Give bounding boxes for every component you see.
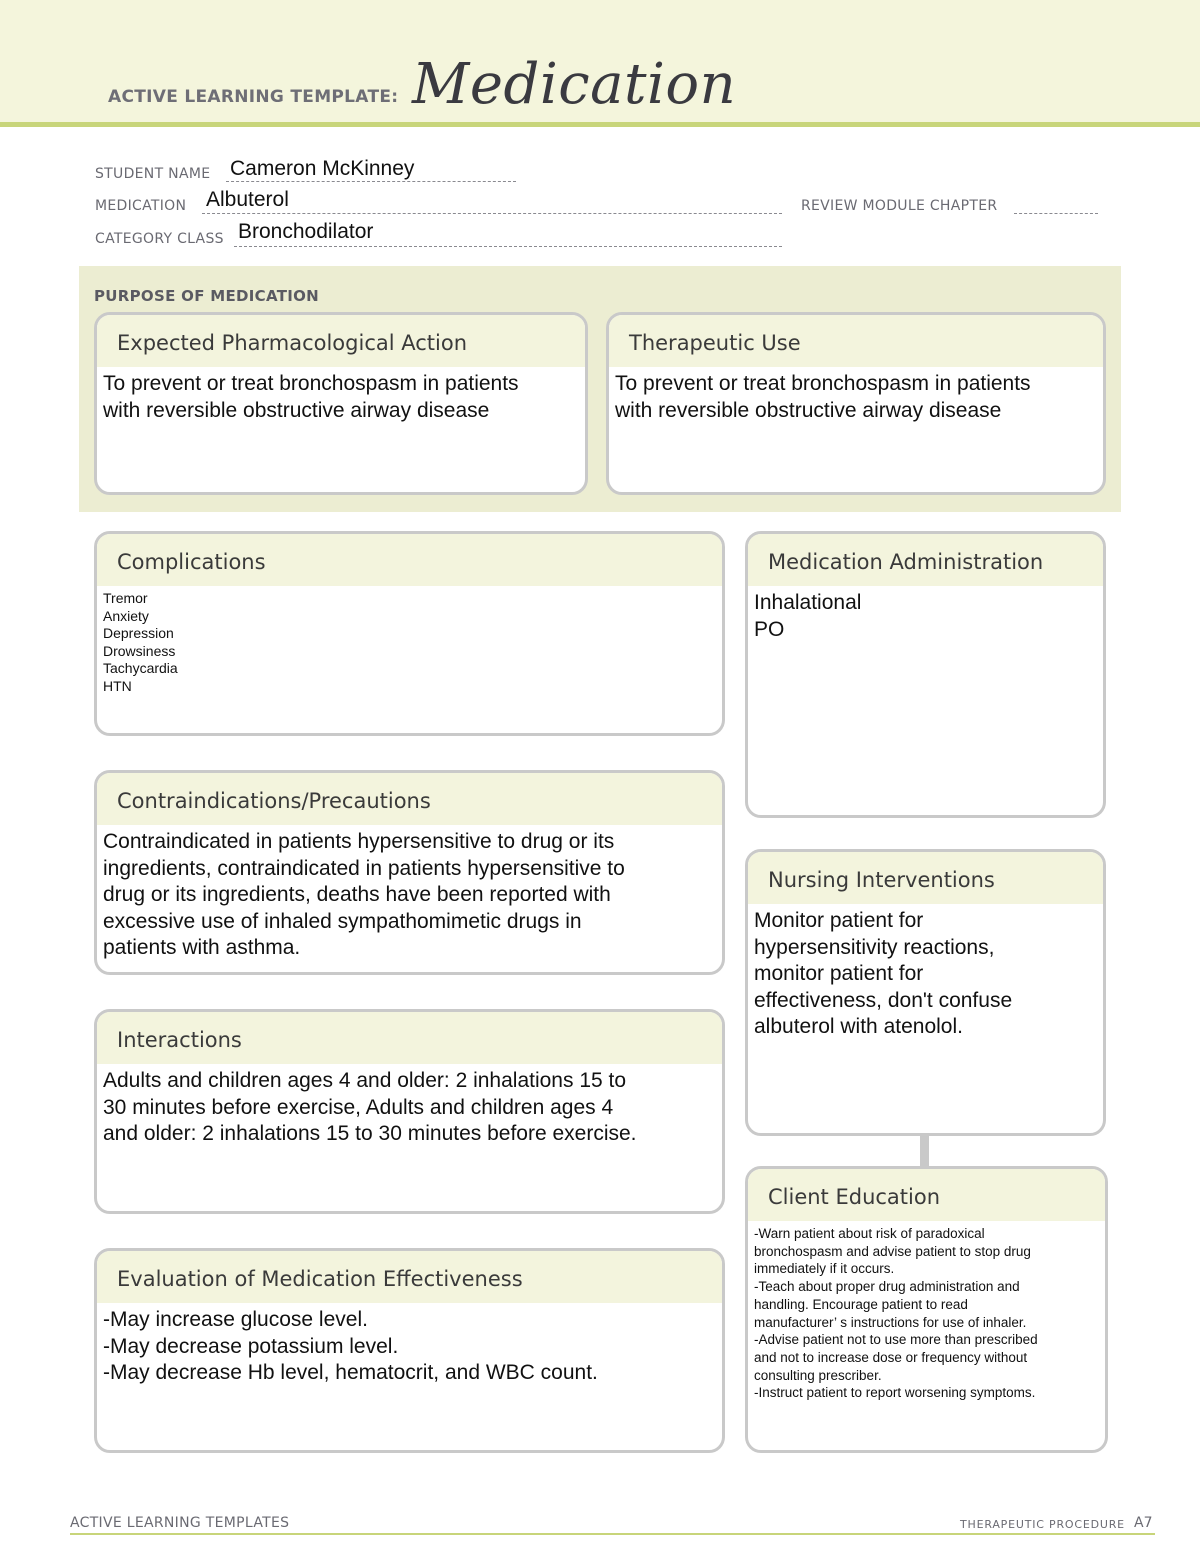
text-line: patients with asthma.	[103, 936, 301, 959]
administration-box	[745, 531, 1106, 818]
text-line: consulting prescriber.	[754, 1367, 882, 1383]
text-line: drug or its ingredients, deaths have been reported with	[103, 883, 611, 906]
therapeutic-use-box	[606, 312, 1106, 495]
text-line: 30 minutes before exercise, Adults and children ages 4	[103, 1095, 614, 1119]
box-connector	[920, 1136, 929, 1166]
contraindications-text[interactable]	[97, 825, 722, 966]
expected-action-box	[94, 312, 588, 495]
expected-action-heading: Expected Pharmacological Action	[97, 315, 585, 367]
client-education-box	[745, 1166, 1108, 1453]
nursing-interventions-heading: Nursing Interventions	[748, 852, 1103, 904]
footer-right-label: THERAPEUTIC PROCEDURE	[960, 1518, 1125, 1531]
text-line: -Warn patient about risk of paradoxical	[754, 1226, 985, 1241]
list-item: Drowsiness	[103, 642, 176, 659]
administration-text[interactable]	[748, 586, 1103, 647]
interactions-heading: Interactions	[97, 1012, 722, 1064]
page-title: Medication	[412, 52, 737, 117]
text-line: To prevent or treat bronchospasm in patients	[615, 372, 1031, 395]
text-line: -Advise patient not to use more than prescribed	[754, 1332, 1038, 1348]
therapeutic-use-text[interactable]	[609, 367, 1103, 428]
evaluation-text[interactable]	[97, 1303, 722, 1391]
nursing-interventions-box	[745, 849, 1106, 1136]
page-number: A7	[1134, 1515, 1153, 1531]
text-line: hypersensitivity reactions,	[754, 935, 995, 959]
category-class-label: CATEGORY CLASS	[95, 231, 224, 247]
student-name-label: STUDENT NAME	[95, 166, 211, 182]
therapeutic-use-heading: Therapeutic Use	[609, 315, 1103, 367]
text-line: -May decrease potassium level.	[103, 1334, 399, 1358]
evaluation-heading: Evaluation of Medication Effectiveness	[97, 1251, 722, 1303]
text-line: -May increase glucose level.	[103, 1308, 368, 1331]
text-line: handling. Encourage patient to read	[754, 1296, 968, 1312]
student-name-field[interactable]: Cameron McKinney	[230, 157, 415, 180]
evaluation-box	[94, 1248, 725, 1453]
list-item: Depression	[103, 625, 174, 641]
client-education-text[interactable]	[748, 1221, 1105, 1406]
text-line: bronchospasm and advise patient to stop drug	[754, 1243, 1031, 1259]
text-line: with reversible obstructive airway disease	[103, 398, 490, 422]
list-item: Inhalational	[754, 591, 862, 614]
client-education-heading: Client Education	[748, 1169, 1105, 1221]
text-line: and older: 2 inhalations 15 to 30 minutes before exercise.	[103, 1122, 637, 1145]
nursing-interventions-text[interactable]	[748, 904, 1103, 1045]
complications-heading: Complications	[97, 534, 722, 586]
administration-heading: Medication Administration	[748, 534, 1103, 586]
contraindications-box	[94, 770, 725, 975]
complications-box	[94, 531, 725, 736]
list-item: HTN	[103, 677, 132, 694]
text-line: effectiveness, don't confuse	[754, 988, 1013, 1012]
text-line: albuterol with atenolol.	[754, 1015, 963, 1038]
list-item: Tachycardia	[103, 660, 178, 676]
medication-line	[202, 194, 782, 214]
text-line: -Teach about proper drug administration and	[754, 1279, 1020, 1295]
header-rule	[0, 122, 1200, 127]
review-module-chapter-line	[1014, 194, 1098, 214]
text-line: -Instruct patient to report worsening symptoms.	[754, 1385, 1036, 1401]
template-label: ACTIVE LEARNING TEMPLATE:	[108, 87, 399, 107]
text-line: with reversible obstructive airway disease	[615, 398, 1002, 422]
text-line: monitor patient for	[754, 962, 924, 985]
footer-left-label: ACTIVE LEARNING TEMPLATES	[70, 1515, 290, 1531]
medication-label: MEDICATION	[95, 198, 187, 214]
footer-rule	[70, 1533, 1155, 1535]
category-class-field[interactable]: Bronchodilator	[238, 220, 374, 243]
purpose-title: PURPOSE OF MEDICATION	[94, 287, 320, 305]
list-item: Tremor	[103, 590, 148, 606]
text-line: and not to increase dose or frequency without	[754, 1349, 1028, 1365]
list-item: Anxiety	[103, 607, 149, 624]
interactions-text[interactable]	[97, 1064, 722, 1152]
text-line: Contraindicated in patients hypersensitive to drug or its	[103, 830, 615, 853]
text-line: -May decrease Hb level, hematocrit, and WBC count.	[103, 1361, 598, 1384]
text-line: Adults and children ages 4 and older: 2 inhalations 15 to	[103, 1069, 627, 1092]
text-line: excessive use of inhaled sympathomimetic drugs in	[103, 909, 582, 933]
text-line: ingredients, contraindicated in patients hypersensitive to	[103, 856, 625, 880]
text-line: manufacturer’ s instructions for use of inhaler.	[754, 1314, 1027, 1330]
text-line: immediately if it occurs.	[754, 1261, 895, 1277]
text-line: To prevent or treat bronchospasm in patients	[103, 372, 519, 395]
text-line: Monitor patient for	[754, 909, 924, 932]
complications-text[interactable]	[97, 586, 722, 699]
expected-action-text[interactable]	[97, 367, 585, 428]
contraindications-heading: Contraindications/Precautions	[97, 773, 722, 825]
list-item: PO	[754, 617, 785, 641]
review-module-chapter-label: REVIEW MODULE CHAPTER	[801, 198, 998, 214]
medication-field[interactable]: Albuterol	[206, 188, 289, 211]
interactions-box	[94, 1009, 725, 1214]
